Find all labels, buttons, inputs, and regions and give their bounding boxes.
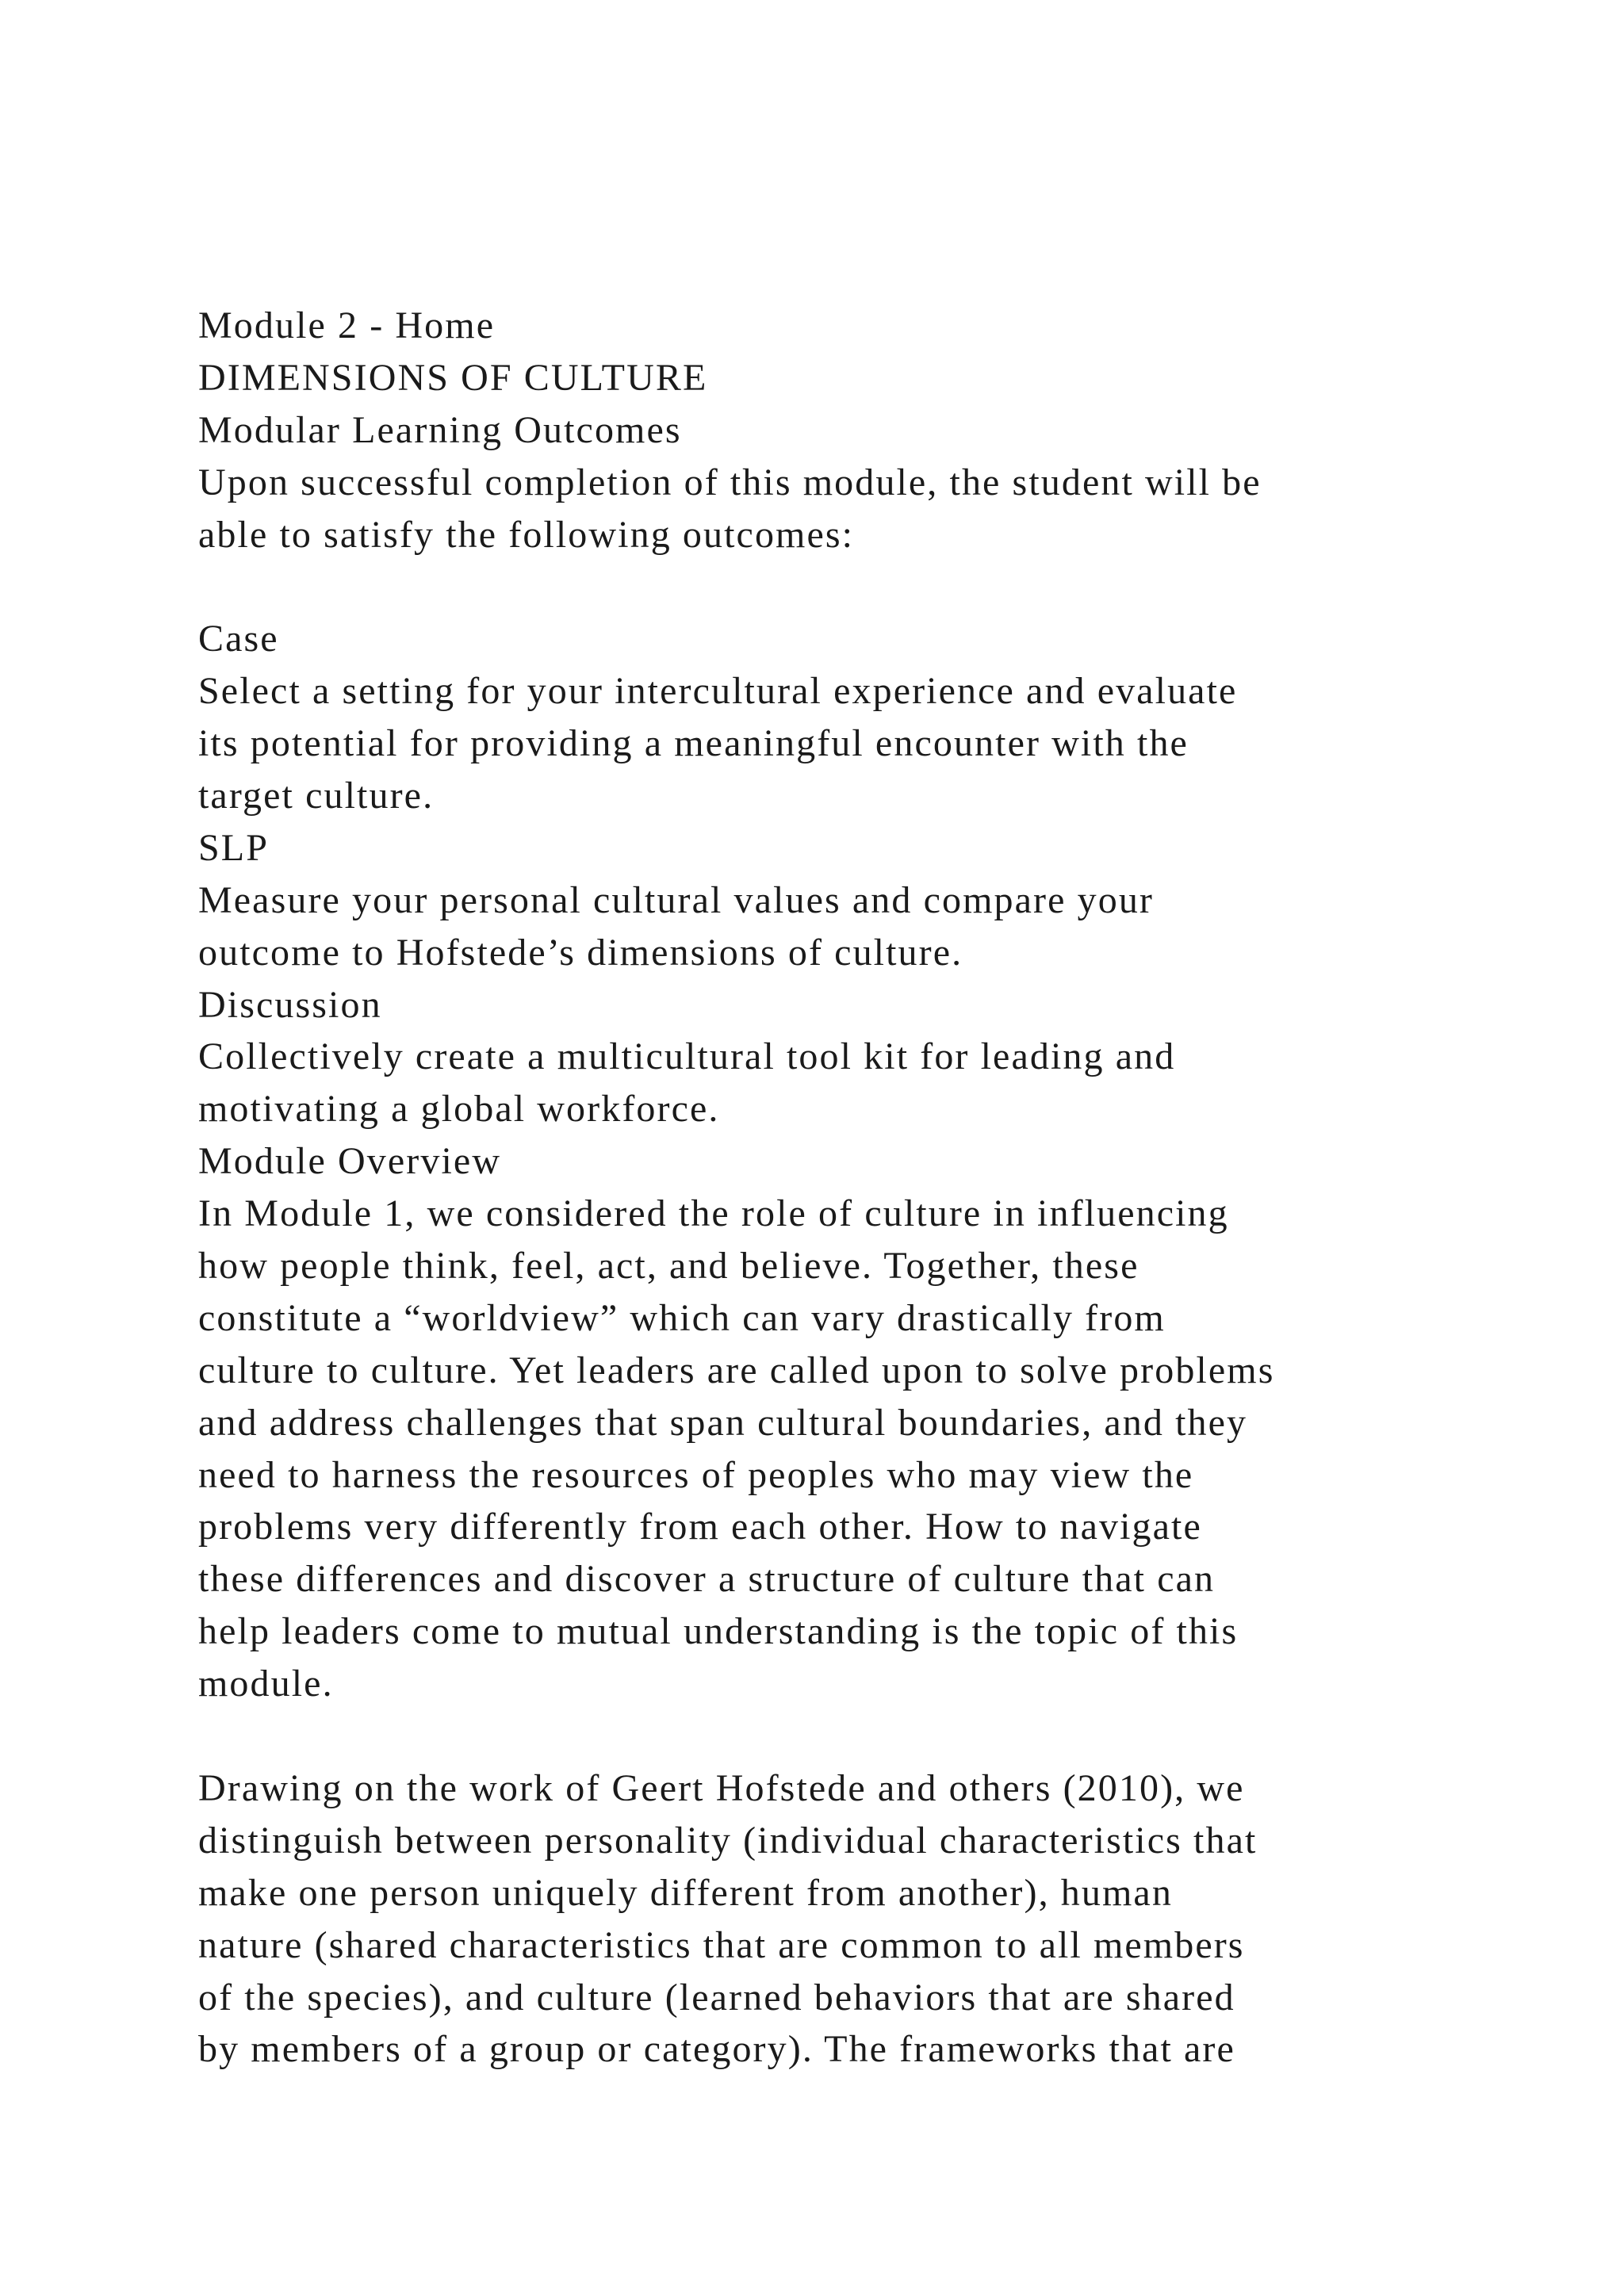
text-line: Drawing on the work of Geert Hofstede and others (2010), we — [198, 1766, 1245, 1809]
module-title: Module 2 - Home — [198, 304, 496, 346]
text-line: nature (shared characteristics that are common to all members — [198, 1923, 1245, 1966]
section-heading: Modular Learning Outcomes — [198, 408, 682, 451]
text-line: distinguish between personality (individual characteristics that — [198, 1819, 1258, 1862]
blank-line — [198, 1710, 1594, 1762]
text-line: In Module 1, we considered the role of culture in influencing — [198, 1192, 1229, 1235]
section-heading: SLP — [198, 826, 270, 869]
text-line: by members of a group or category). The frameworks that are — [198, 2028, 1235, 2071]
text-line: outcome to Hofstede’s dimensions of culture. — [198, 931, 963, 974]
section-heading: Discussion — [198, 983, 382, 1026]
text-line: Measure your personal cultural values and compare your — [198, 878, 1155, 921]
text-line: Select a setting for your intercultural experience and evaluate — [198, 670, 1238, 713]
text-line: its potential for providing a meaningful encounter with the — [198, 722, 1189, 765]
text-line: and address challenges that span cultural boundaries, and they — [198, 1401, 1248, 1444]
text-line: module. — [198, 1663, 334, 1705]
text-line: Upon successful completion of this module, the student will be — [198, 461, 1262, 503]
text-line: need to harness the resources of peoples who may view the — [198, 1453, 1194, 1496]
document-text — [198, 300, 1594, 2076]
blank-line — [198, 561, 1594, 613]
text-line: able to satisfy the following outcomes: — [198, 513, 855, 556]
text-line: how people think, feel, act, and believe. Together, these — [198, 1245, 1139, 1288]
text-line: motivating a global workforce. — [198, 1088, 720, 1131]
text-line: culture to culture. Yet leaders are called upon to solve problems — [198, 1349, 1275, 1391]
text-line: constitute a “worldview” which can vary drastically from — [198, 1296, 1166, 1339]
text-line: problems very differently from each other. How to navigate — [198, 1506, 1202, 1548]
text-line: help leaders come to mutual understanding is the topic of this — [198, 1610, 1239, 1653]
section-heading: Module Overview — [198, 1140, 502, 1183]
text-line: target culture. — [198, 775, 435, 817]
text-line: of the species), and culture (learned behaviors that are shared — [198, 1976, 1235, 2019]
text-line: these differences and discover a structure of culture that can — [198, 1558, 1216, 1601]
section-heading: Case — [198, 618, 279, 660]
text-line: Collectively create a multicultural tool kit for leading and — [198, 1035, 1176, 1078]
module-subtitle: DIMENSIONS OF CULTURE — [198, 356, 708, 399]
text-line: make one person uniquely different from another), human — [198, 1871, 1173, 1914]
